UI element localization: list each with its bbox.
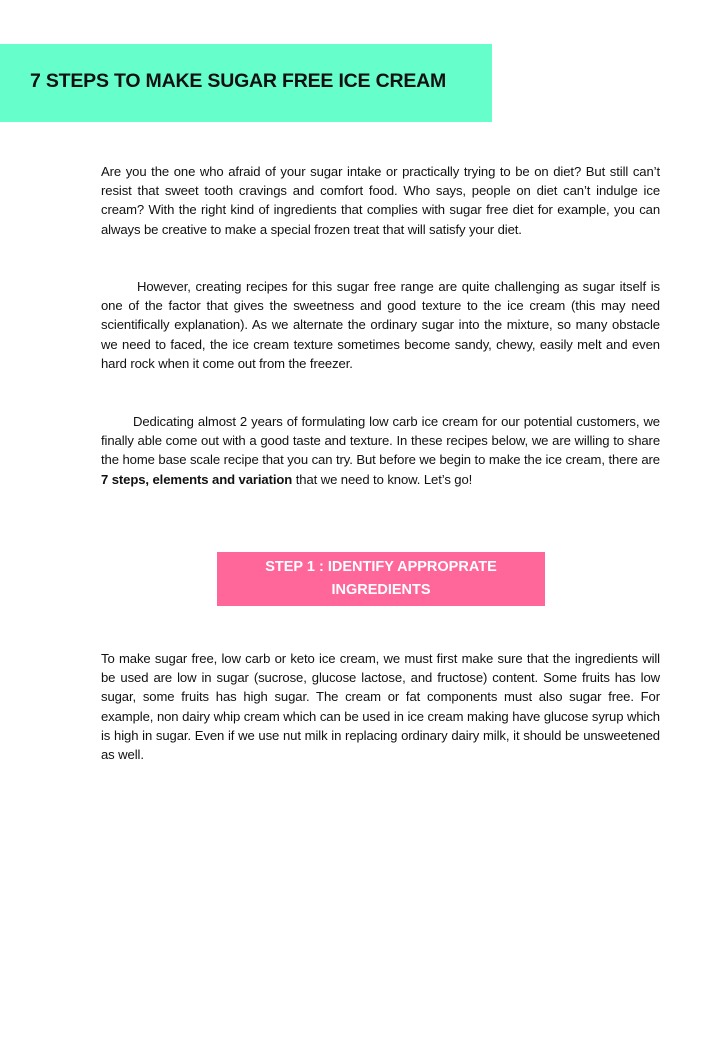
intro-paragraph-1: Are you the one who afraid of your sugar intake or practically trying to be on diet? But still can’t resist that sweet tooth cravings and comfort food. Who says, people on diet can’t indulge ice cream? With the right kind of ingredients that complies with sugar free diet for example, you can always be creative to make a special frozen treat that will satisfy your diet. <box>101 164 660 237</box>
title-banner <box>0 44 492 122</box>
intro-paragraph-3-end: that we need to know. Let’s go! <box>292 471 473 487</box>
intro-paragraph-3 <box>101 412 660 489</box>
step-1-heading: STEP 1 : IDENTIFY APPROPRATE INGREDIENTS <box>265 559 497 598</box>
intro-paragraph-2: However, creating recipes for this sugar free range are quite challenging as sugar itself is one of the factor that gives the sweetness and good texture to the ice cream (this may need scientifically explanation). As we alternate the ordinary sugar into the mixture, so many obstacle we need to faced, the ice cream texture sometimes become sandy, chewy, easily melt and even hard rock when it come out from the freezer. <box>101 279 660 371</box>
step-1-paragraph: To make sugar free, low carb or keto ice cream, we must first make sure that the ingredients will be used are low in sugar (sucrose, glucose lactose, and fructose) content. Some fruits has low sugar, some fruits has high sugar. The cream or fat components must also sugar free. For example, non dairy whip cream which can be used in ice cream making have glucose syrup which is high in sugar. Even if we use nut milk in replacing ordinary dairy milk, it should be unsweetened as well. <box>101 651 660 763</box>
intro-paragraph-3-text: Dedicating almost 2 years of formulating low carb ice cream for our potential customers, we finally able come out with a good taste and texture. In these recipes below, we are willing to share the home base scale recipe that you can try. But before we begin to make the ice cream, there are <box>101 414 660 468</box>
page-title: 7 STEPS TO MAKE SUGAR FREE ICE CREAM <box>30 70 447 92</box>
intro-paragraph-3-bold: 7 steps, elements and variation <box>101 471 293 487</box>
step-1-heading-box <box>217 552 545 606</box>
